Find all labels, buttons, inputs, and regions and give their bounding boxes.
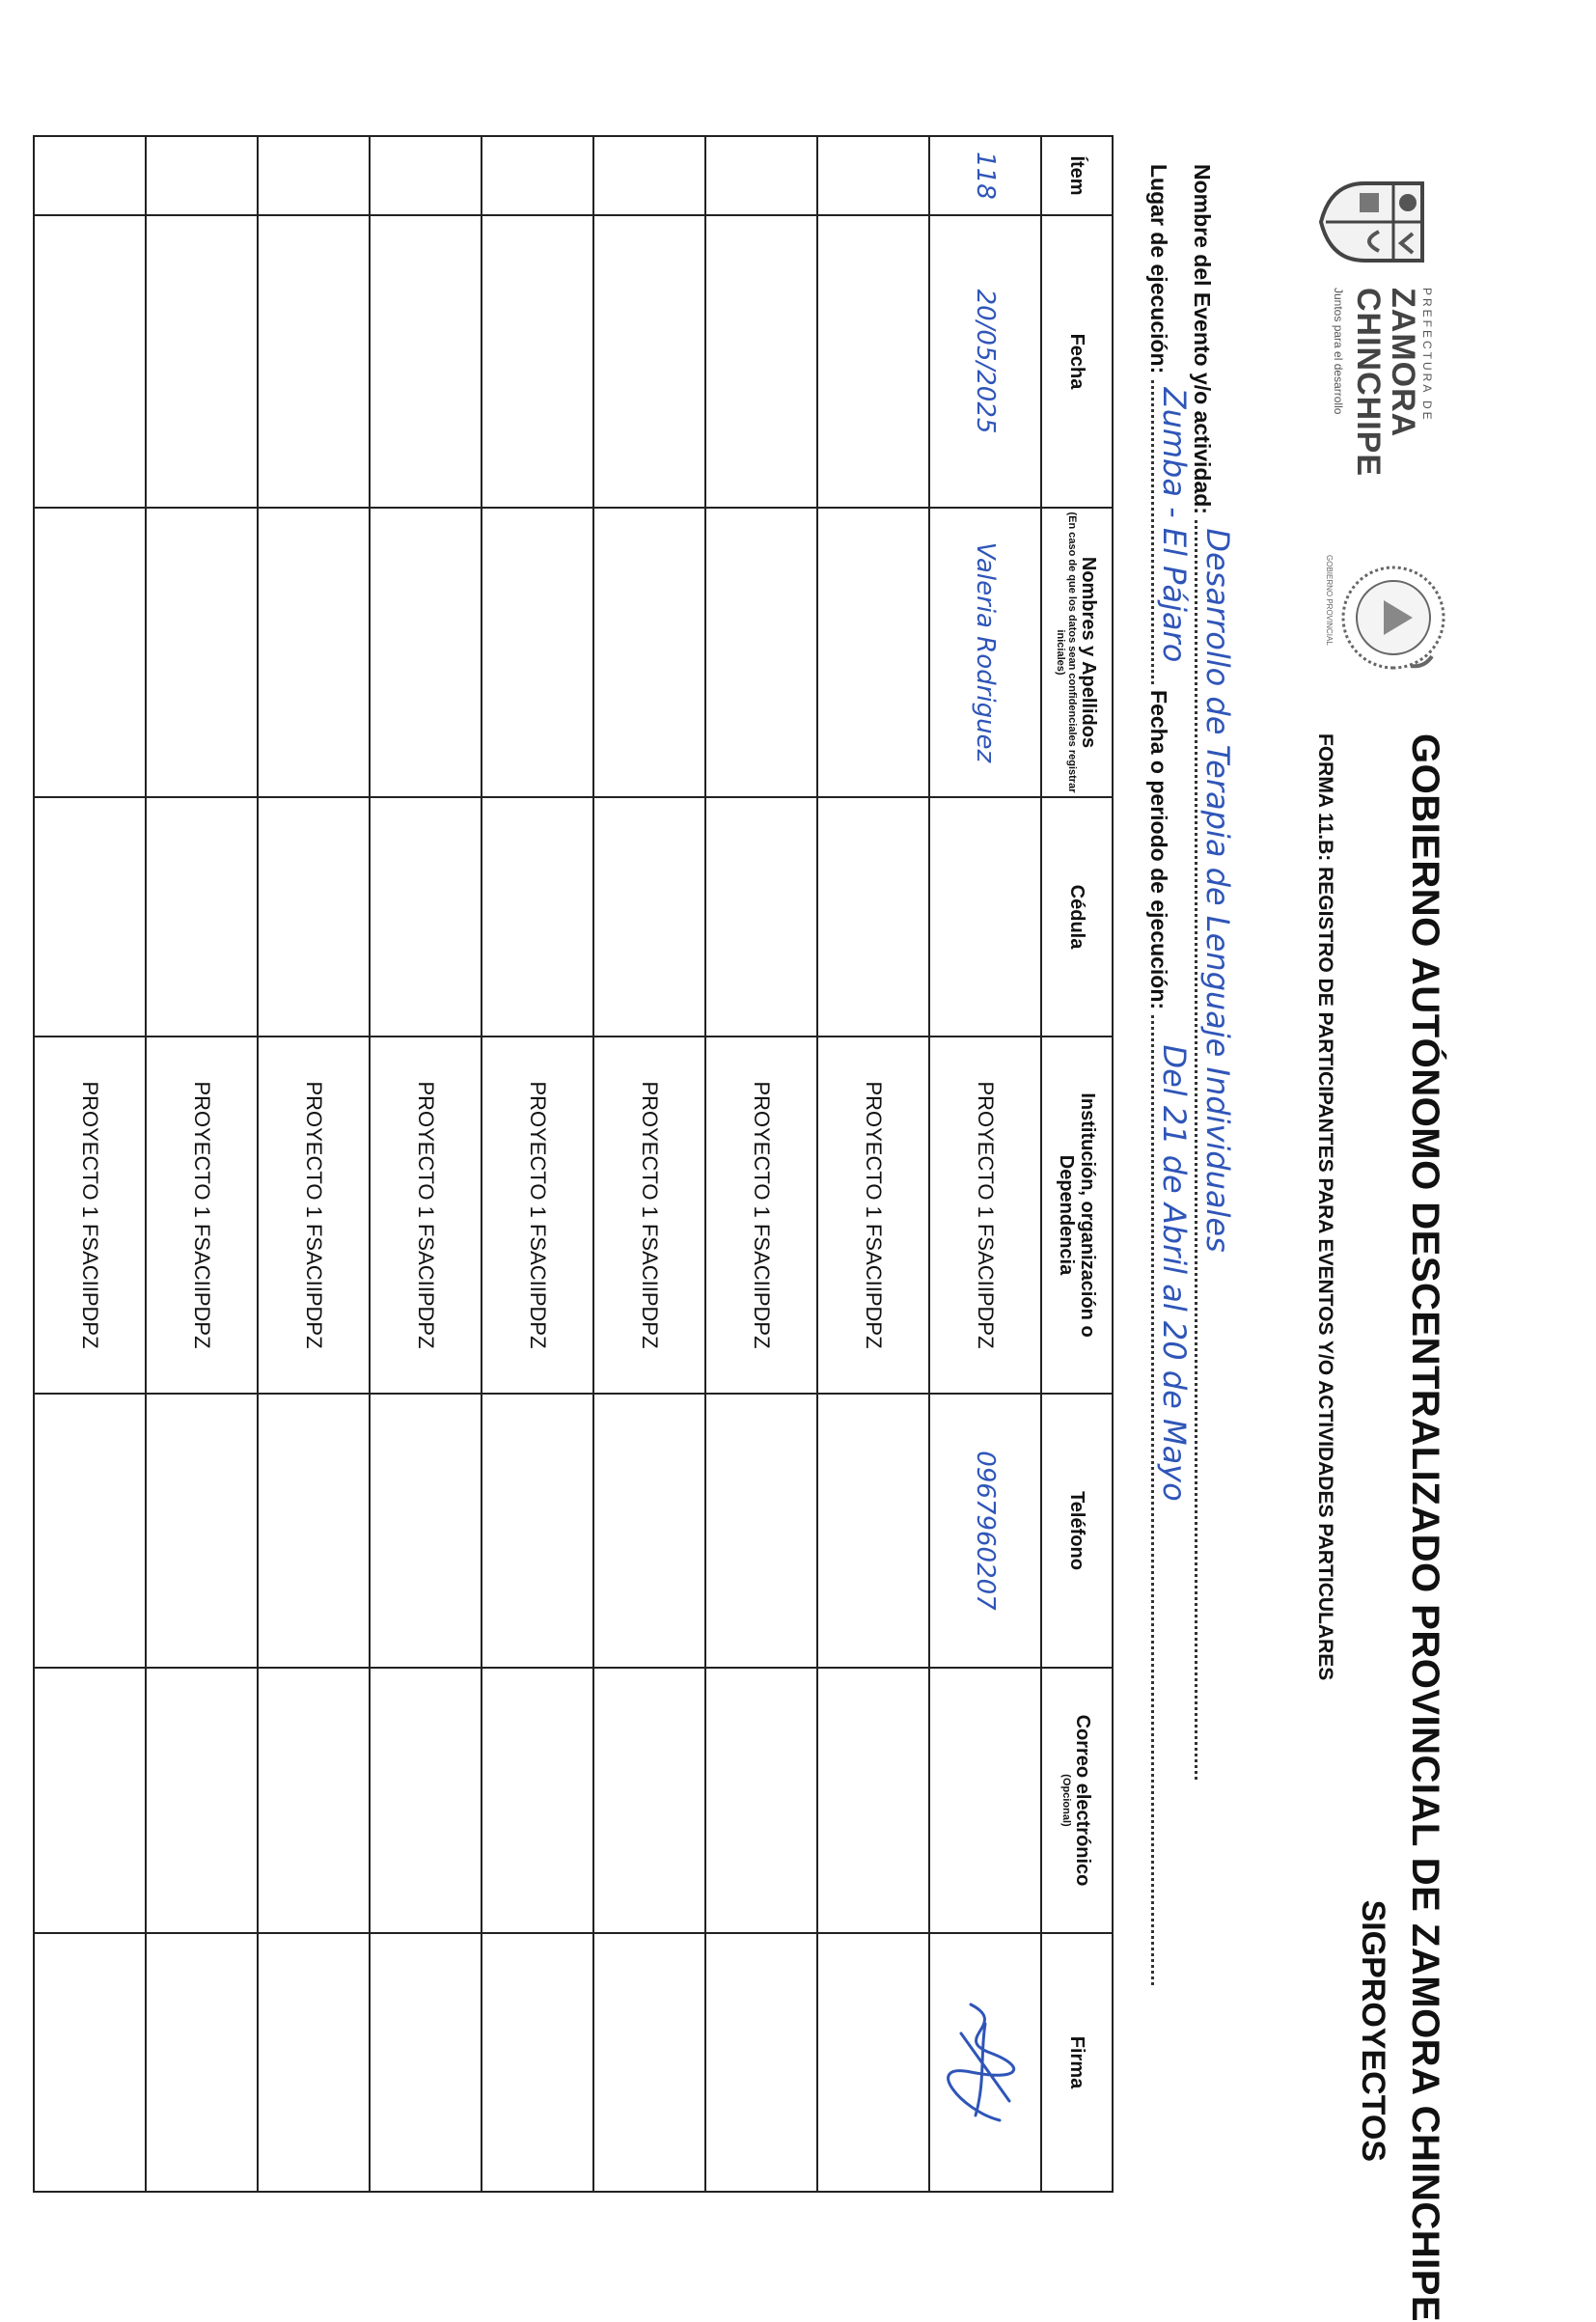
table-row (34, 136, 146, 2192)
cell-telefono[interactable] (370, 1394, 482, 1668)
cell-firma[interactable] (34, 1933, 146, 2192)
cell-nombres[interactable] (482, 508, 593, 797)
seal-caption: GOBIERNO PROVINCIAL (1325, 555, 1334, 646)
cell-correo[interactable] (705, 1668, 817, 1933)
place-label: Lugar de ejecución: (1146, 164, 1171, 374)
cell-item[interactable] (482, 136, 593, 215)
col-firma: Firma (1041, 1933, 1113, 2192)
page-title: GOBIERNO AUTÓNOMO DESCENTRALIZADO PROVINCIAL DE ZAMORA CHINCHIPE (1404, 733, 1446, 2322)
cell-correo[interactable] (34, 1668, 146, 1933)
cell-firma[interactable] (146, 1933, 258, 2192)
table-row (929, 136, 1041, 2192)
cell-nombres-value: Valeria Rodriguez (971, 541, 1000, 763)
cell-telefono[interactable] (817, 1394, 929, 1668)
cell-item[interactable] (146, 136, 258, 215)
event-value: Desarrollo de Terapia de Lenguaje Individuales (1199, 528, 1236, 1253)
cell-firma[interactable] (258, 1933, 370, 2192)
cell-nombres[interactable] (929, 508, 1041, 797)
cell-nombres[interactable] (593, 508, 705, 797)
cell-fecha-value: 20/05/2025 (971, 289, 1000, 434)
cell-fecha[interactable] (817, 215, 929, 508)
cell-correo[interactable] (929, 1668, 1041, 1933)
cell-fecha[interactable] (258, 215, 370, 508)
col-nombres-note: (En caso de que los datos sean confidenciales registrar iniciales) (1055, 511, 1078, 793)
cell-cedula[interactable] (146, 797, 258, 1037)
cell-institucion[interactable] (705, 1037, 817, 1394)
cell-telefono-value: 0967960207 (971, 1451, 1000, 1611)
cell-cedula[interactable] (482, 797, 593, 1037)
cell-firma[interactable] (705, 1933, 817, 2192)
cell-correo[interactable] (370, 1668, 482, 1933)
cell-nombres[interactable] (258, 508, 370, 797)
cell-nombres[interactable] (817, 508, 929, 797)
period-line[interactable] (1151, 1015, 1193, 1985)
cell-institucion-value: PROYECTO 1 FSACIIPDPZ (862, 1081, 886, 1349)
cell-item-value: 118 (971, 152, 1000, 200)
cell-telefono[interactable] (705, 1394, 817, 1668)
cell-item[interactable] (705, 136, 817, 215)
event-name-row (1189, 164, 1236, 1843)
cell-cedula[interactable] (929, 797, 1041, 1037)
cell-institucion[interactable] (370, 1037, 482, 1394)
cell-fecha[interactable] (705, 215, 817, 508)
cell-telefono[interactable] (929, 1394, 1041, 1668)
cell-institucion-value: PROYECTO 1 FSACIIPDPZ (190, 1081, 214, 1349)
cell-firma[interactable] (593, 1933, 705, 2192)
col-nombres-label: Nombres y Apellidos (1078, 556, 1099, 749)
cell-cedula[interactable] (34, 797, 146, 1037)
prefectura-logo (1258, 164, 1442, 540)
logo-prefix: PREFECTURA DE (1420, 288, 1434, 423)
col-institucion: Institución, organización o Dependencia (1041, 1037, 1113, 1394)
cell-cedula[interactable] (817, 797, 929, 1037)
cell-item[interactable] (34, 136, 146, 215)
cell-telefono[interactable] (34, 1394, 146, 1668)
cell-institucion[interactable] (146, 1037, 258, 1394)
col-cedula: Cédula (1041, 797, 1113, 1037)
table-row (370, 136, 482, 2192)
cell-institucion-value: PROYECTO 1 FSACIIPDPZ (638, 1081, 662, 1349)
cell-institucion-value: PROYECTO 1 FSACIIPDPZ (302, 1081, 326, 1349)
cell-cedula[interactable] (370, 797, 482, 1037)
cell-institucion[interactable] (593, 1037, 705, 1394)
table-header-row (1041, 136, 1113, 2192)
cell-institucion[interactable] (482, 1037, 593, 1394)
cell-item[interactable] (929, 136, 1041, 215)
period-label: Fecha o periodo de ejecución: (1146, 690, 1171, 1010)
col-nombres (1041, 508, 1113, 797)
cell-firma[interactable] (817, 1933, 929, 2192)
col-fecha: Fecha (1041, 215, 1113, 508)
cell-institucion-value: PROYECTO 1 FSACIIPDPZ (78, 1081, 102, 1349)
cell-institucion[interactable] (817, 1037, 929, 1394)
logo-name-2: CHINCHIPE (1350, 288, 1387, 478)
col-telefono: Teléfono (1041, 1394, 1113, 1668)
cell-fecha[interactable] (593, 215, 705, 508)
page-subtitle: SIGPROYECTOS (1355, 1899, 1391, 2162)
table-row (482, 136, 593, 2192)
col-correo-note: (Opcional) (1060, 1774, 1072, 1827)
cell-institucion[interactable] (34, 1037, 146, 1394)
cell-item[interactable] (370, 136, 482, 215)
cell-institucion-value: PROYECTO 1 FSACIIPDPZ (414, 1081, 438, 1349)
cell-correo[interactable] (482, 1668, 593, 1933)
col-correo-label: Correo electrónico (1072, 1714, 1093, 1887)
cell-nombres[interactable] (146, 508, 258, 797)
participants-table (33, 135, 1114, 2193)
cell-institucion-value: PROYECTO 1 FSACIIPDPZ (526, 1081, 550, 1349)
period-value: Del 21 de Abril al 20 de Mayo (1156, 1044, 1193, 1502)
form-title: FORMA 11.B: REGISTRO DE PARTICIPANTES PARA EVENTOS Y/O ACTIVIDADES PARTICULARES (1314, 733, 1336, 1681)
cell-telefono[interactable] (482, 1394, 593, 1668)
event-label: Nombre del Evento y/o actividad: (1190, 164, 1215, 514)
cell-firma[interactable] (929, 1933, 1041, 2192)
cell-firma[interactable] (370, 1933, 482, 2192)
logo-tagline: Juntos para el desarrollo (1332, 288, 1345, 415)
place-period-row (1145, 164, 1193, 1959)
cell-firma[interactable] (482, 1933, 593, 2192)
cell-telefono[interactable] (258, 1394, 370, 1668)
prefectura-emblem-icon (1316, 164, 1432, 280)
signature-icon (942, 1995, 1029, 2130)
cell-correo[interactable] (593, 1668, 705, 1933)
cell-cedula[interactable] (593, 797, 705, 1037)
cell-telefono[interactable] (593, 1394, 705, 1668)
cell-cedula[interactable] (705, 797, 817, 1037)
place-value: Zumba - El Pájaro (1156, 387, 1193, 663)
logo-name-1: ZAMORA (1385, 288, 1421, 438)
cell-telefono[interactable] (146, 1394, 258, 1668)
table-row (258, 136, 370, 2192)
cell-institucion-value: PROYECTO 1 FSACIIPDPZ (750, 1081, 774, 1349)
table-row (593, 136, 705, 2192)
cell-fecha[interactable] (146, 215, 258, 508)
col-item: Ítem (1041, 136, 1113, 215)
cell-fecha[interactable] (482, 215, 593, 508)
cell-fecha[interactable] (370, 215, 482, 508)
cell-institucion[interactable] (929, 1037, 1041, 1394)
cell-item[interactable] (817, 136, 929, 215)
cell-nombres[interactable] (34, 508, 146, 797)
cell-fecha[interactable] (929, 215, 1041, 508)
cell-item[interactable] (258, 136, 370, 215)
table-row (817, 136, 929, 2192)
table-row (146, 136, 258, 2192)
cell-nombres[interactable] (705, 508, 817, 797)
cell-institucion-value: PROYECTO 1 FSACIIPDPZ (974, 1081, 998, 1349)
cell-fecha[interactable] (34, 215, 146, 508)
cell-institucion[interactable] (258, 1037, 370, 1394)
cell-correo[interactable] (146, 1668, 258, 1933)
event-line[interactable] (1195, 520, 1236, 1780)
cell-item[interactable] (593, 136, 705, 215)
cell-correo[interactable] (817, 1668, 929, 1933)
government-seal-icon (1335, 560, 1451, 676)
cell-cedula[interactable] (258, 797, 370, 1037)
place-line[interactable] (1151, 380, 1193, 684)
cell-correo[interactable] (258, 1668, 370, 1933)
col-correo (1041, 1668, 1113, 1933)
cell-nombres[interactable] (370, 508, 482, 797)
table-row (705, 136, 817, 2192)
